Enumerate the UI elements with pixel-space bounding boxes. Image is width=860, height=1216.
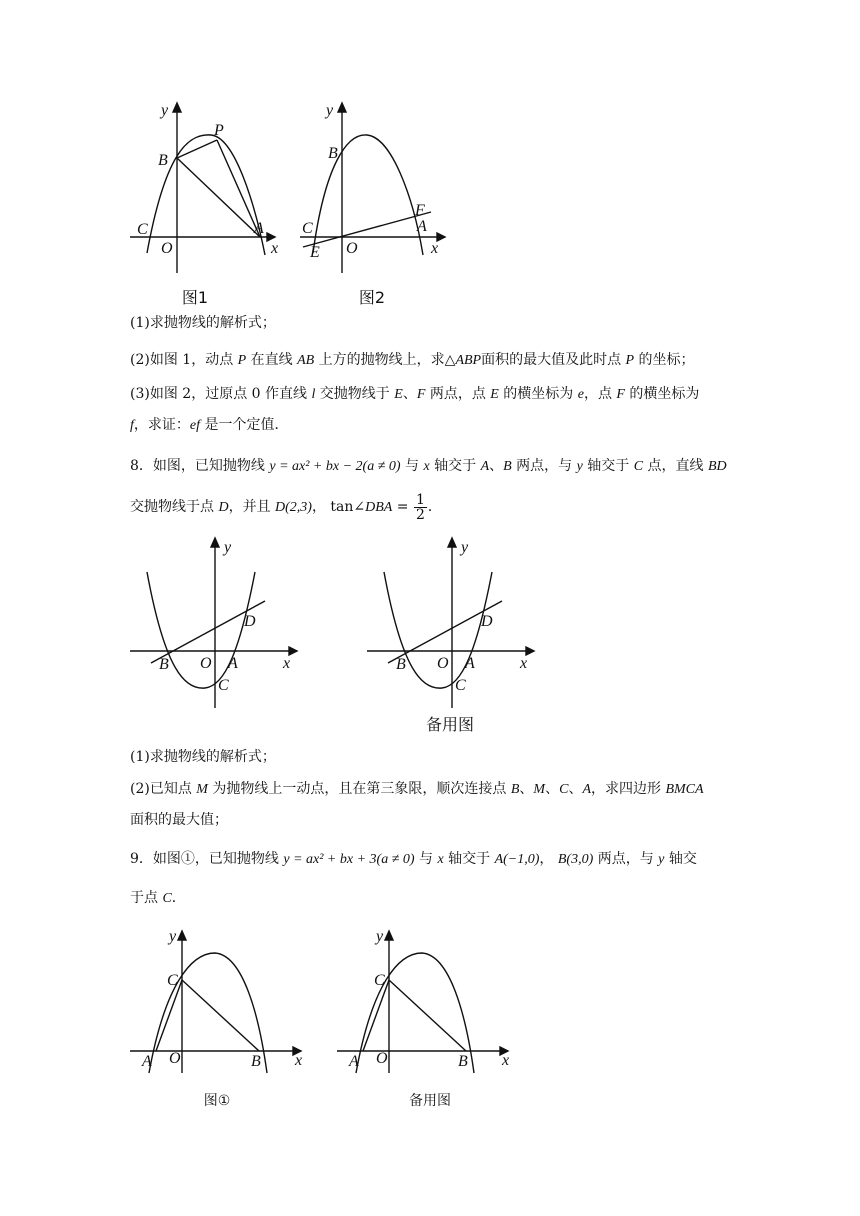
label-c: C (218, 677, 229, 694)
figure-8-spare-caption: 备用图 (425, 715, 474, 734)
problem-7-q1: (1)求抛物线的解析式； (130, 315, 276, 331)
y-axis-arrow (338, 103, 346, 112)
label-b: B (458, 1053, 468, 1070)
line-bd (151, 601, 265, 663)
label-c: C (167, 972, 178, 989)
figure-2-caption: 图2 (358, 288, 386, 307)
segment-ac (363, 980, 389, 1051)
figure-8-main (125, 530, 305, 715)
label-o: O (437, 655, 449, 672)
x-axis-arrow (289, 647, 297, 655)
y-axis-arrow (385, 931, 393, 940)
problem-9-line2: 于点 C． (130, 890, 186, 906)
figure-9-main (125, 925, 310, 1085)
label-y: y (326, 102, 334, 119)
label-b: B (328, 145, 338, 162)
figure-8-spare-svg (362, 530, 542, 715)
label-e: E (310, 244, 320, 261)
label-d: D (481, 613, 493, 630)
figure-8-main-svg (125, 530, 305, 715)
line-bd (388, 601, 502, 663)
problem-8-q1: (1)求抛物线的解析式； (130, 749, 276, 765)
problem-8-q2-line2: 面积的最大值； (130, 812, 228, 828)
y-axis-arrow (173, 103, 181, 112)
problem-7-q3-line2: f，求证：ef 是一个定值． (130, 417, 289, 433)
label-a: A (228, 655, 238, 672)
label-c: C (374, 972, 385, 989)
line-l (303, 212, 431, 247)
figure-1-svg (125, 95, 285, 280)
parabola (356, 953, 474, 1073)
figure-9-spare (332, 925, 517, 1085)
y-axis-arrow (178, 931, 186, 940)
label-x: x (283, 655, 291, 672)
label-a: A (417, 218, 427, 235)
problem-8-line1: 8．如图，已知抛物线 y = ax² + bx − 2(a ≠ 0) 与 x 轴交于 A、B 两点，与 y 轴交于 C 点，直线 BD (130, 458, 727, 474)
label-c: C (302, 220, 313, 237)
figure-9-spare-svg (332, 925, 517, 1085)
x-axis-arrow (526, 647, 534, 655)
label-f: F (415, 202, 425, 219)
figure-2-svg (295, 95, 455, 280)
label-b: B (251, 1053, 261, 1070)
problem-7-q3-line1: (3)如图 2，过原点 0 作直线 l 交抛物线于 E、F 两点，点 E 的横坐标为 e，点 F 的横坐标为 (130, 386, 700, 402)
y-axis-arrow (211, 538, 219, 547)
figure-9-spare-caption: 备用图 (409, 1093, 451, 1109)
label-b: B (396, 656, 406, 673)
label-o: O (376, 1050, 388, 1067)
x-axis-arrow (437, 233, 445, 241)
label-y: y (169, 928, 177, 945)
y-axis-arrow (448, 538, 456, 547)
problem-9-line1: 9．如图①，已知抛物线 y = ax² + bx + 3(a ≠ 0) 与 x 轴交于 A(−1,0)， B(3,0) 两点，与 y 轴交 (130, 851, 697, 867)
label-p: P (214, 122, 224, 139)
figure-1-caption: 图1 (181, 288, 209, 307)
figure-9-main-svg (125, 925, 310, 1085)
label-x: x (295, 1052, 303, 1069)
label-c: C (137, 221, 148, 238)
figure-9-main-caption: 图① (203, 1093, 231, 1109)
label-o: O (346, 240, 358, 257)
problem-8-q2-line1: (2)已知点 M 为抛物线上一动点，且在第三象限，顺次连接点 B、M、C、A，求四边形 BMCA (130, 781, 704, 797)
problem-7-q2: (2)如图 1，动点 P 在直线 AB 上方的抛物线上，求△ABP面积的最大值及此时点 P 的坐标； (130, 352, 695, 368)
label-x: x (431, 240, 439, 257)
label-o: O (169, 1050, 181, 1067)
label-y: y (461, 539, 469, 556)
label-x: x (271, 240, 279, 257)
fraction-one-half: $\frac{1}{2}$ (416, 491, 425, 523)
label-a: A (142, 1053, 152, 1070)
figure-2 (295, 95, 455, 280)
segment-ac (156, 980, 182, 1051)
label-b: B (159, 656, 169, 673)
label-b: B (158, 152, 168, 169)
label-y: y (224, 539, 232, 556)
label-y: y (376, 928, 384, 945)
label-a: A (349, 1053, 359, 1070)
label-a: A (254, 220, 264, 237)
label-x: x (502, 1052, 510, 1069)
problem-8-line2: 交抛物线于点 D，并且 D(2,3)， tan∠DBA = $\frac{1}{2}$ ． (130, 491, 442, 523)
label-y: y (161, 102, 169, 119)
label-x: x (520, 655, 528, 672)
label-o: O (161, 240, 173, 257)
figure-8-spare (362, 530, 542, 715)
parabola (149, 953, 267, 1073)
segment-bp (177, 140, 217, 158)
label-a: A (465, 655, 475, 672)
label-c: C (455, 677, 466, 694)
label-o: O (200, 655, 212, 672)
figure-1 (125, 95, 285, 280)
line-ab (177, 158, 260, 237)
label-d: D (244, 613, 256, 630)
